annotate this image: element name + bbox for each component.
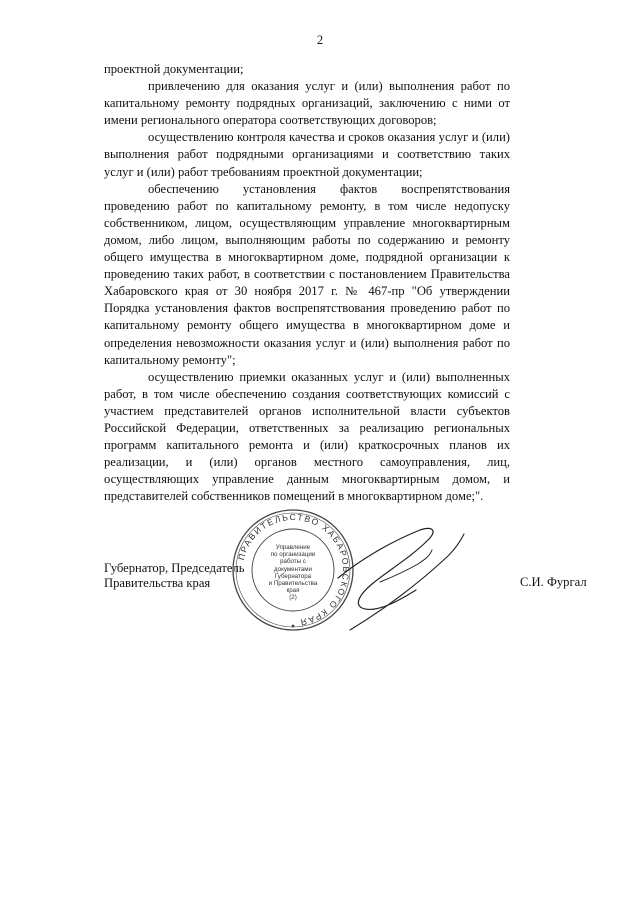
body-text [104, 61, 510, 505]
paragraph: привлечению для оказания услуг и (или) выполнения работ по капитальному ремонту подрядных организаций, заключению с ними от имени регионального оператора соответствующих договоров; [104, 79, 510, 128]
signatory-name: С.И. Фургал [520, 575, 587, 589]
seal-line: по организации [270, 551, 316, 559]
paragraph: осуществлению приемки оказанных услуг и (или) выполненных работ, в том числе обеспечению создания соответствующих комиссий с участием представителей органов исполнительной власти субъектов Российской Федерации, ответственных за реализацию региональных программ капитального ремонта и (или) краткосрочных планов их реализации, и (или) органов местного самоуправления, лиц, осуществляющих управление данным многоквартирным домом, и представителей собственников помещений в многоквартирном доме;". [104, 369, 510, 504]
seal-line: (2) [289, 594, 297, 602]
seal-line: Губернатора [274, 572, 312, 580]
seal-line: края [286, 587, 300, 595]
paragraph: обеспечению установления фактов воспрепятствования проведению работ по капитальному ремонту, в том числе недопуску собственником, лицом, осуществляющим управление многоквартирным домом, либо лицом, выполняющим работы по содержанию и ремонту общего имущества в многоквартирном доме, подрядной организации к проведению таких работ, в соответствии с постановлением Правительства Хабаровского края от 30 ноября 2017 г. № 467-пр "Об утверждении Порядка установления фактов воспрепятствования проведению работ по капитальному ремонту общего имущества в многоквартирном доме и определения невозможности оказания услуг и (или) выполнения работ по капитальному ремонту"; [104, 181, 510, 367]
seal-ring-text: ПРАВИТЕЛЬСТВО ХАБАРОВСКОГО КРАЯ [236, 511, 352, 628]
paragraph: проектной документации; [104, 62, 244, 76]
signatory-title-line: Правительства края [104, 575, 211, 590]
signatory-title-line: Губернатор, Председатель [104, 561, 245, 575]
page-number: 2 [316, 33, 324, 47]
handwritten-signature [320, 520, 470, 640]
seal-line: Управление [275, 544, 311, 551]
paragraph: осуществлению контроля качества и сроков оказания услуг и (или) выполнения работ подрядными организациями и соответствию таких услуг и (или) работ требованиям проектной документации; [104, 130, 510, 179]
seal-inner-text [263, 544, 323, 602]
seal-line: работы с документами [274, 558, 312, 573]
seal-line: и Правительства [268, 580, 318, 588]
